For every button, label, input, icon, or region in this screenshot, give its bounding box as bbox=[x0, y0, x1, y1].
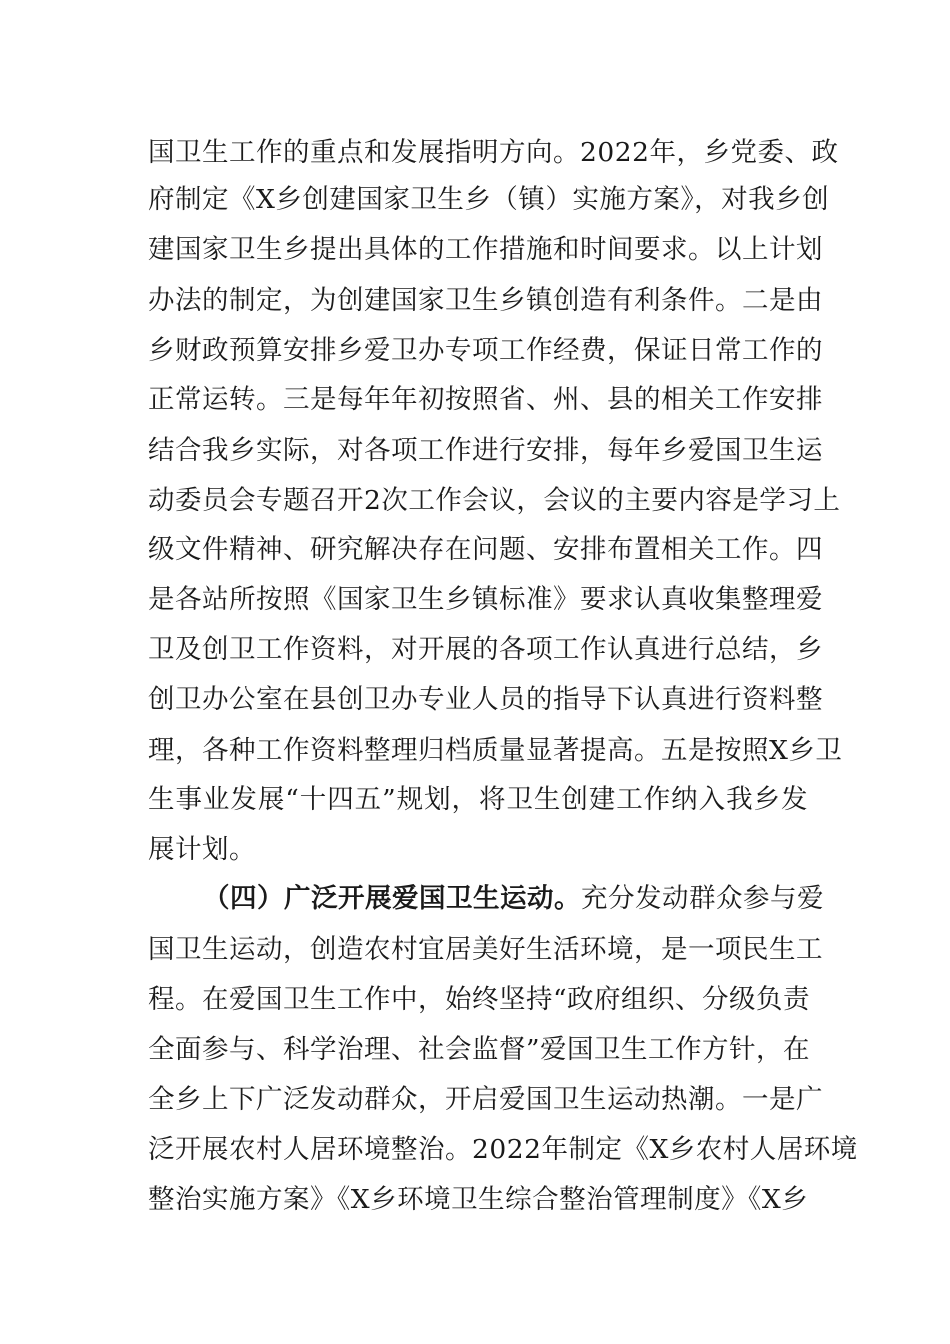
text-line: 全乡上下广泛发动群众，开启爱国卫生运动热潮。一是广 bbox=[148, 1084, 823, 1115]
text-line: 办法的制定，为创建国家卫生乡镇创造有利条件。二是由 bbox=[148, 285, 823, 316]
text-line: 全面参与、科学治理、社会监督”爱国卫生工作方针，在 bbox=[148, 1034, 811, 1065]
text-line: 展计划。 bbox=[148, 834, 256, 865]
text-line: 结合我乡实际，对各项工作进行安排，每年乡爱国卫生运 bbox=[148, 435, 823, 466]
text-line: 卫及创卫工作资料，对开展的各项工作认真进行总结，乡 bbox=[148, 634, 823, 665]
text-line: 泛开展农村人居环境整治。2022年制定《X乡农村人居环境 bbox=[148, 1134, 858, 1165]
text-line: 建国家卫生乡提出具体的工作措施和时间要求。以上计划 bbox=[148, 234, 823, 265]
text-line: 正常运转。三是每年年初按照省、州、县的相关工作安排 bbox=[148, 384, 823, 415]
section-heading-line bbox=[203, 879, 824, 919]
text-line: 级文件精神、研究解决存在问题、安排布置相关工作。四 bbox=[148, 534, 823, 565]
text-line: 国卫生运动，创造农村宜居美好生活环境，是一项民生工 bbox=[148, 934, 823, 965]
section-heading: （四）广泛开展爱国卫生运动。 bbox=[203, 883, 581, 914]
text-line: 理，各种工作资料整理归档质量显著提高。五是按照X乡卫 bbox=[148, 735, 843, 766]
text-line: 整治实施方案》《X乡环境卫生综合整治管理制度》《X乡 bbox=[148, 1184, 809, 1215]
text-line: 乡财政预算安排乡爱卫办专项工作经费，保证日常工作的 bbox=[148, 335, 823, 366]
text-line: 动委员会专题召开2次工作会议，会议的主要内容是学习上 bbox=[148, 485, 841, 516]
text-line: 国卫生工作的重点和发展指明方向。2022年，乡党委、政 bbox=[148, 137, 839, 168]
text-line: 生事业发展“十四五”规划，将卫生创建工作纳入我乡发 bbox=[148, 784, 808, 815]
text-line: 创卫办公室在县创卫办专业人员的指导下认真进行资料整 bbox=[148, 684, 823, 715]
section-body-start: 充分发动群众参与爱 bbox=[581, 883, 824, 914]
text-line: 是各站所按照《国家卫生乡镇标准》要求认真收集整理爱 bbox=[148, 584, 823, 615]
text-line: 程。在爱国卫生工作中，始终坚持“政府组织、分级负责 bbox=[148, 984, 811, 1015]
text-line: 府制定《X乡创建国家卫生乡（镇）实施方案》，对我乡创 bbox=[148, 184, 830, 215]
